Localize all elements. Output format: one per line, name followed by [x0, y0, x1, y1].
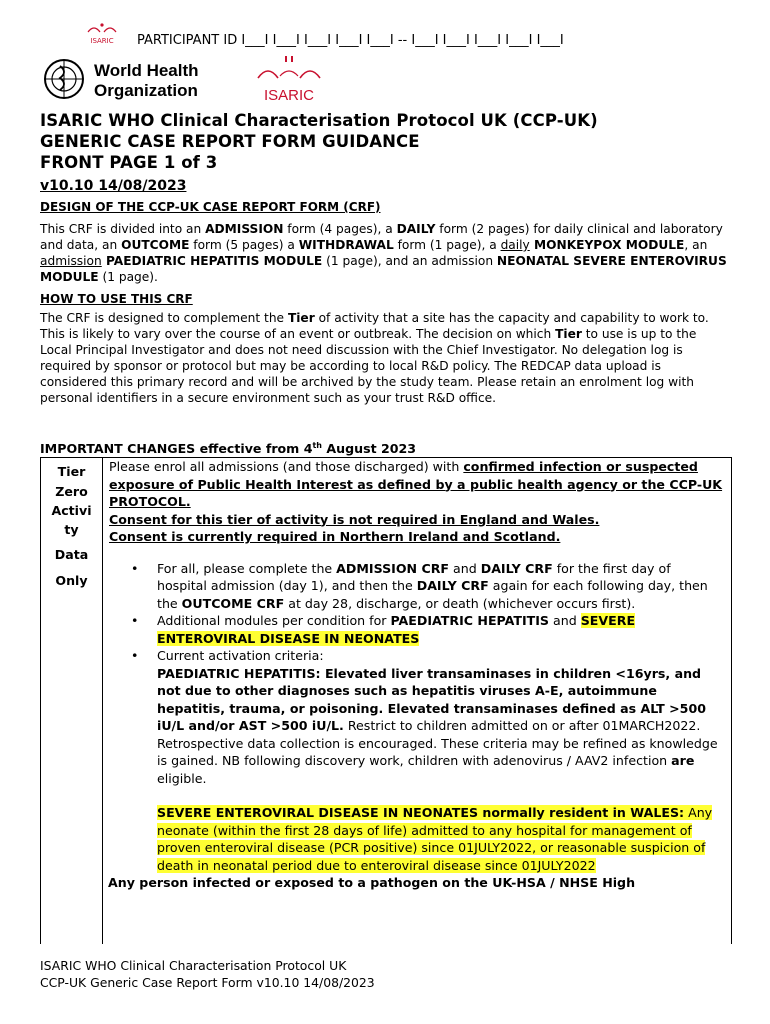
document-title	[40, 110, 598, 173]
important-changes-heading: IMPORTANT CHANGES effective from 4th August 2023	[40, 441, 417, 457]
consent-note: Consent for this tier of activity is not required in England and Wales. Consent is currently required in Northern Ireland and Scotland.	[109, 511, 600, 544]
tier-word: Zero	[55, 484, 88, 499]
neonates-criteria: SEVERE ENTEROVIRAL DISEASE IN NEONATES normally resident in WALES: Any neonate (within the first 28 days of life) admitted to any hospital for management of proven enteroviral disease (PCR positive) since 01JULY2022, or reasonable suspicion of death in neonatal period due to enteroviral disease since 01JULY2022	[157, 805, 713, 873]
small-logo-text: ISARIC	[90, 37, 114, 45]
isaric-logo	[254, 50, 324, 104]
tier-word: Tier	[57, 464, 86, 479]
isaric-logo-text: ISARIC	[263, 87, 315, 104]
participant-id-field: PARTICIPANT ID I___I I___I I___I I___I I___I -- I___I I___I I___I I___I I___I	[137, 33, 564, 48]
tier-word: Data	[54, 547, 89, 562]
who-name-line1: World Health	[94, 61, 199, 80]
tier-label-column	[41, 458, 103, 944]
howto-heading: HOW TO USE THIS CRF	[40, 292, 193, 306]
isaric-small-logo	[82, 18, 122, 48]
tier-word: Only	[55, 573, 88, 588]
design-paragraph: This CRF is divided into an ADMISSION form (4 pages), a DAILY form (2 pages) for daily clinical and laboratory and data, an OUTCOME form (5 pages) a WITHDRAWAL form (1 page), a daily MONKEYPOX MODULE, an admission PAEDIATRIC HEPATITIS MODULE (1 page), and an admission NEONATAL SEVERE ENTEROVIRUS MODULE (1 page).	[40, 222, 727, 284]
title-line-2: GENERIC CASE REPORT FORM GUIDANCE	[40, 132, 420, 151]
footer-line-2: CCP-UK Generic Case Report Form v10.10 14/08/2023	[40, 975, 375, 990]
tier-intro: Please enrol all admissions (and those discharged) with confirmed infection or suspected exposure of Public Health Interest as defined by a public health agency or the CCP-UK PROTOCOL.	[109, 459, 723, 509]
tier-content	[109, 458, 723, 892]
tier-table	[40, 457, 732, 944]
list-item: • Current activation criteria: PAEDIATRIC HEPATITIS: Elevated liver transaminases in children <16yrs, and not due to other diagnoses such as hepatitis viruses A-E, autoimmune hepatitis, trauma, or poisoning. Elevated transaminases defined as ALT >500 iU/L and/or AST >500 iU/L. Restrict to children admitted on or after 01MARCH2022. Retrospective data collection is encouraged. These criteria may be refined as knowledge is gained. NB following discovery work, children with adenovirus / AAV2 infection are eligible. SEVERE ENTEROVIRAL DISEASE IN NEONATES normally resident in WALES: Any neonate (within the first 28 days of life) admitted to any hospital for management of proven enteroviral disease (PCR positive) since 01JULY2022, or reasonable suspicion of death in neonatal period due to enteroviral disease since 01JULY2022	[109, 647, 723, 874]
design-heading: DESIGN OF THE CCP-UK CASE REPORT FORM (CRF)	[40, 200, 381, 214]
version-label: v10.10 14/08/2023	[40, 178, 187, 194]
tier-last-line: Any person infected or exposed to a pathogen on the UK-HSA / NHSE High	[108, 875, 636, 890]
tier-bullet-list	[109, 560, 723, 875]
title-line-3: FRONT PAGE 1 of 3	[40, 153, 218, 172]
who-logo	[42, 56, 222, 102]
title-line-1: ISARIC WHO Clinical Characterisation Protocol UK (CCP-UK)	[40, 111, 598, 130]
list-item: • For all, please complete the ADMISSION CRF and DAILY CRF for the first day of hospital admission (day 1), and then the DAILY CRF again for each following day, then the OUTCOME CRF at day 28, discharge, or death (whichever occurs first).	[131, 560, 708, 611]
tier-word: Activi	[51, 503, 92, 518]
footer-line-1: ISARIC WHO Clinical Characterisation Protocol UK	[40, 958, 347, 973]
list-item: • Additional modules per condition for PAEDIATRIC HEPATITIS and SEVERE ENTEROVIRAL DISEASE IN NEONATES	[131, 613, 636, 646]
tier-word: ty	[64, 522, 79, 537]
howto-paragraph: The CRF is designed to complement the Tier of activity that a site has the capacity and capability to work to. This is likely to vary over the course of an event or outbreak. The decision on which Tier to use is up to the Local Principal Investigator and does not need discussion with the Chief Investigator. No delegation log is required by sponsor or protocol but may be according to local R&D policy. The REDCAP data upload is considered this primary record and will be archived by the study team. Please retain an enrolment log with personal identifiers in a secure environment such as your trust R&D office.	[40, 311, 709, 405]
who-name-line2: Organization	[94, 81, 198, 100]
